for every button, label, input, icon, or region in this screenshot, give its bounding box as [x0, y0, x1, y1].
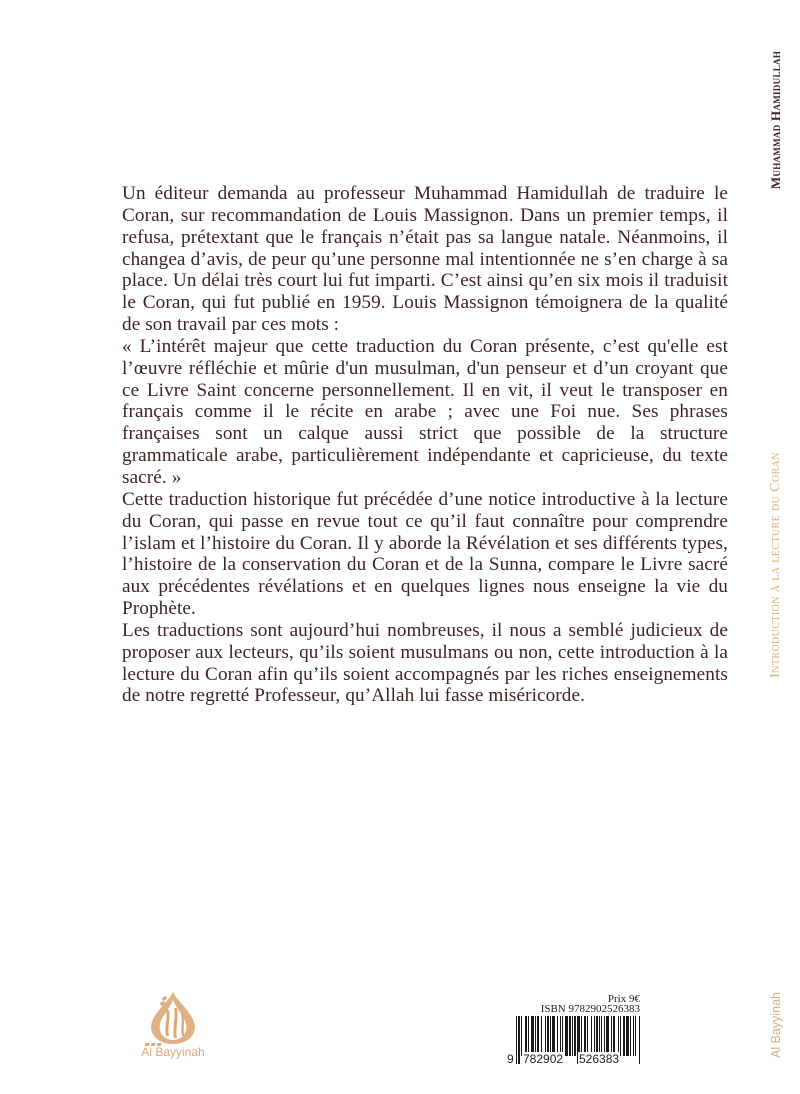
barcode-bar	[604, 1016, 605, 1056]
blurb-paragraph-intro: Un éditeur demanda au professeur Muhammad Hamidullah de traduire le Coran, sur recommandation de Louis Massignon. Dans un premier temps, il refusa, prétextant que le français n’était pas sa langue natale. Néanmoins, il changea d’avis, de peur qu’une personne mal intentionnée ne s’en charge à sa place. Un délai très court lui fut imparti. C’est ainsi qu’en six mois il traduisit le Coran, qui fut publié en 1959. Louis Massignon témoignera de la qualité de son travail par ces mots :	[122, 183, 728, 336]
barcode-bar	[639, 1016, 640, 1064]
barcode-bar	[562, 1016, 563, 1056]
barcode-bar	[633, 1016, 634, 1056]
barcode-bar	[541, 1016, 542, 1056]
barcode-bar	[521, 1016, 522, 1056]
blurb-paragraph-conclusion: Les traductions sont aujourd’hui nombreuses, il nous a semblé judicieux de proposer aux lecteurs, qu’ils soient musulmans ou non, cette introduction à la lecture du Coran afin qu’ils soient accompagnés par les riches enseignements de notre regretté Professeur, qu’Allah lui fasse miséricorde.	[122, 619, 728, 707]
spine-title: Introduction à la lecture du Coran	[768, 452, 783, 678]
barcode-bar	[623, 1016, 625, 1056]
barcode-bar	[620, 1016, 621, 1056]
barcode-bar	[635, 1016, 636, 1056]
barcode-bar	[613, 1016, 615, 1056]
barcode-bar	[626, 1016, 629, 1056]
barcode-bar	[596, 1016, 598, 1056]
back-cover-blurb	[122, 183, 728, 707]
barcode-bar	[572, 1016, 573, 1056]
barcode-bar	[581, 1016, 582, 1056]
barcode-bar	[587, 1016, 588, 1056]
barcode-bar	[528, 1016, 529, 1056]
barcode-bar	[601, 1016, 602, 1056]
barcode-digits-right: 526383	[579, 1052, 620, 1066]
barcode-bar	[518, 1016, 520, 1064]
barcode-bar	[547, 1016, 549, 1056]
barcode-bar	[618, 1016, 619, 1056]
barcode-bar	[535, 1016, 536, 1056]
barcode-digits-left: 782902	[523, 1052, 564, 1066]
barcode-bar	[531, 1016, 534, 1056]
isbn-barcode-block	[506, 993, 640, 1083]
barcode-digit-lead: 9	[507, 1052, 514, 1066]
barcode-bar	[599, 1016, 600, 1056]
isbn-label: ISBN 9782902526383	[540, 1003, 640, 1015]
blurb-paragraph-notice: Cette traduction historique fut précédée d’une notice introductive à la lecture du Coran, qui passe en revue tout ce qu’il faut connaître pour comprendre l’islam et l’histoire du Coran. Il y aborde la Révélation et ses différents types, l’histoire de la conservation du Coran et de la Sunna, compare le Livre sacré aux précédentes révélations et en quelques lignes nous enseigne la vie du Prophète.	[122, 488, 728, 620]
barcode-bar	[550, 1016, 551, 1056]
spine-author: Muhammad Hamidullah	[768, 50, 783, 190]
barcode-bar	[574, 1016, 576, 1056]
calligraphic-flame-logo-icon	[138, 990, 208, 1048]
publisher-logo-label: Al Bayyinah	[141, 1045, 205, 1059]
barcode-bar	[611, 1016, 612, 1056]
barcode-bar	[525, 1016, 527, 1056]
barcode-bar	[565, 1016, 568, 1056]
barcode-bar	[516, 1016, 517, 1064]
barcode-bar	[594, 1016, 595, 1056]
spine-publisher: Al Bayyinah	[769, 991, 783, 1059]
barcode-bar	[557, 1016, 558, 1056]
barcode-bar	[545, 1016, 546, 1056]
book-spine	[752, 0, 800, 1094]
barcode-bar	[630, 1016, 631, 1056]
barcode-bar	[569, 1016, 571, 1056]
barcode-bar	[560, 1016, 561, 1056]
barcode-bar	[584, 1016, 586, 1056]
barcode-bar	[606, 1016, 609, 1056]
barcode-bar	[552, 1016, 555, 1056]
price-label: Prix 9€	[607, 993, 640, 1005]
barcode-bar	[537, 1016, 539, 1056]
publisher-logo	[118, 990, 228, 1070]
blurb-paragraph-quote: « L’intérêt majeur que cette traduction du Coran présente, c’est qu'elle est l’œuvre réfléchie et mûrie d'un musulman, d'un penseur et d’un croyant que ce Livre Saint concerne personnellement. Il en vit, il veut le transposer en français comme il le récite en arabe ; avec une Foi nue. Ses phrases françaises sont un calque aussi strict que possible de la structure grammaticale arabe, particulièrement indépendante et capricieuse, du texte sacré. »	[122, 335, 728, 488]
barcode-bar	[591, 1016, 592, 1056]
